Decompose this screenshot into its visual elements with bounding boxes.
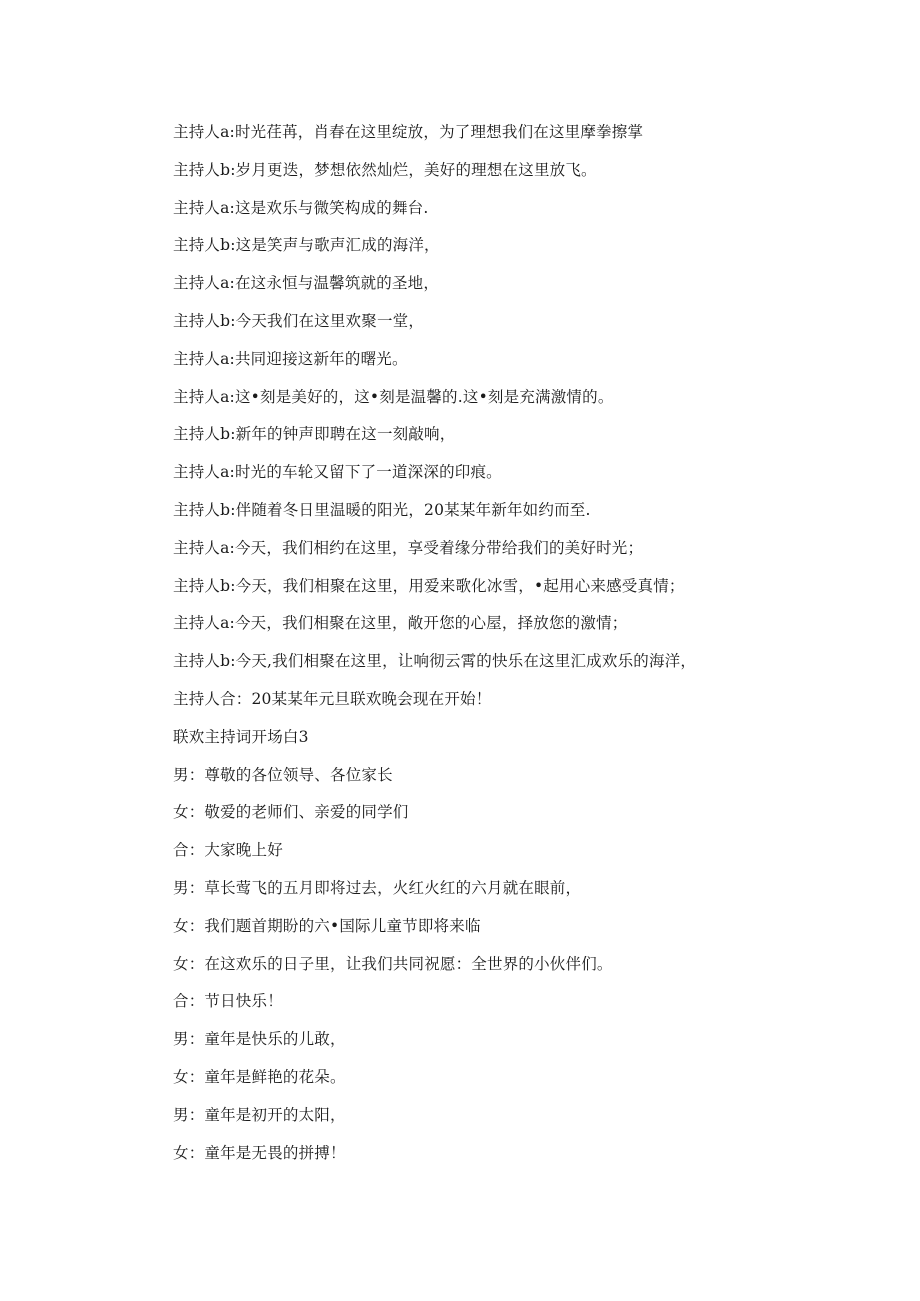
document-body (173, 114, 873, 1172)
text-line: 男：童年是快乐的儿敢， (173, 1030, 346, 1049)
text-line: 男：童年是初开的太阳， (173, 1105, 346, 1124)
text-line: 主持人a:今天，我们相约在这里，享受着缘分带给我们的美好时光； (173, 538, 644, 557)
text-line: 合：节日快乐！ (173, 992, 283, 1011)
section-heading: 联欢主持词开场白3 (173, 727, 309, 746)
text-line: 主持人b:伴随着冬日里温暖的阳光，20某某年新年如约而至. (173, 500, 591, 519)
text-line: 合：大家晚上好 (173, 841, 283, 860)
text-line: 主持人b:今天,我们相聚在这里，让响彻云霄的快乐在这里汇成欢乐的海洋， (173, 652, 697, 671)
text-line: 主持人b:这是笑声与歌声汇成的海洋， (173, 236, 440, 255)
text-line: 主持人a:这是欢乐与微笑构成的舞台. (173, 198, 429, 217)
text-line: 主持人a:今天，我们相聚在这里，敞开您的心屋，择放您的激情； (173, 614, 628, 633)
text-line: 女：在这欢乐的日子里，让我们共同祝愿：全世界的小伙伴们。 (173, 954, 613, 973)
text-line: 主持人b:新年的钟声即聘在这一刻敲响， (173, 425, 456, 444)
text-line: 女：敬爱的老师们、亲爱的同学们 (173, 803, 409, 822)
text-line: 主持人a:时光荏苒，肖春在这里绽放，为了理想我们在这里摩拳擦掌 (173, 123, 644, 141)
text-line: 男：草长莺飞的五月即将过去，火红火红的六月就在眼前， (173, 878, 582, 897)
text-line: 主持人b:今天，我们相聚在这里，用爱来歌化冰雪，•起用心来感受真情； (173, 576, 685, 595)
text-line: 主持人合：20某某年元旦联欢晚会现在开始！ (173, 689, 492, 708)
text-line: 主持人a:共同迎接这新年的曙光。 (173, 349, 408, 368)
text-line: 主持人a:在这永恒与温馨筑就的圣地， (173, 274, 440, 293)
text-line: 主持人a:时光的车轮又留下了一道深深的印痕。 (173, 463, 502, 482)
text-line: 主持人a:这•刻是美好的，这•刻是温馨的.这•刻是充满激情的。 (173, 387, 614, 406)
text-line: 女：童年是鲜艳的花朵。 (173, 1067, 346, 1086)
text-line: 女：我们题首期盼的六•国际儿童节即将来临 (173, 916, 481, 935)
text-line: 主持人b:岁月更迭，梦想依然灿烂，美好的理想在这里放飞。 (173, 160, 597, 179)
text-line: 主持人b:今天我们在这里欢聚一堂， (173, 311, 425, 330)
text-line: 男：尊敬的各位领导、各位家长 (173, 765, 393, 784)
text-line: 女：童年是无畏的拼搏！ (173, 1143, 346, 1162)
